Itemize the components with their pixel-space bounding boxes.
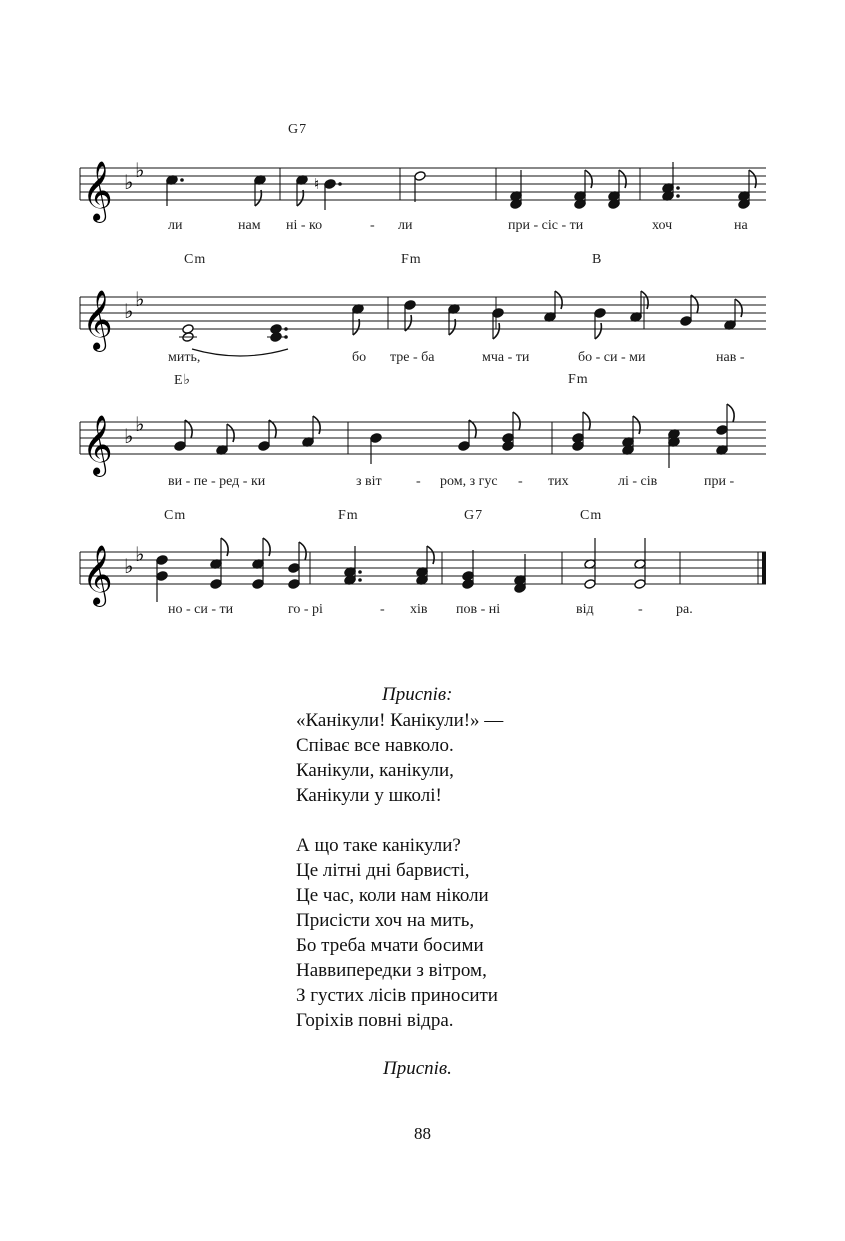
lyric-syllable: - <box>380 602 385 617</box>
lyric-syllable: - <box>638 602 643 617</box>
chord-label: Cm <box>184 252 207 267</box>
flat-icon: ♭ <box>135 287 145 311</box>
lyric-syllable: тих <box>548 474 569 489</box>
lyric-syllable: бо <box>352 350 367 365</box>
verse-line: А що таке канікули? <box>296 835 461 856</box>
flat-icon: ♭ <box>124 554 134 578</box>
lyric-syllable: но - си - ти <box>168 602 234 617</box>
lyric-syllable: ви - пе - ред - ки <box>168 474 266 489</box>
chord-label: Cm <box>580 508 603 523</box>
verse-line: Це час, коли нам ніколи <box>296 885 489 906</box>
note <box>324 179 342 210</box>
lyric-syllable: - <box>370 218 375 233</box>
refrain-line: Канікули у школі! <box>296 785 442 806</box>
chord-label: E♭ <box>174 373 192 388</box>
verse-line: Бо треба мчати босими <box>296 935 484 956</box>
lyric-syllable: - <box>518 474 523 489</box>
note <box>352 304 364 335</box>
note <box>156 555 168 602</box>
note <box>166 175 184 206</box>
chord-label: Cm <box>164 508 187 523</box>
lyric-syllable: нав - <box>716 350 745 365</box>
note <box>302 416 320 447</box>
lyric-syllable: пов - ні <box>456 602 501 617</box>
note <box>254 175 266 206</box>
verse-line: Присісти хоч на мить, <box>296 910 475 931</box>
flat-icon: ♭ <box>124 299 134 323</box>
lyric-syllable: при - сіс - ти <box>508 218 584 233</box>
tie <box>192 349 288 356</box>
natural-icon: ♮ <box>314 175 320 193</box>
lyric-syllable: ні - ко <box>286 218 323 233</box>
lyric-syllable: мить, <box>168 350 201 365</box>
treble-clef-icon: 𝄞 <box>82 161 113 221</box>
chord-label: Fm <box>338 508 359 523</box>
flat-icon: ♭ <box>124 170 134 194</box>
chord-label: B <box>592 252 603 267</box>
refrain-line: Канікули, канікули, <box>296 760 454 781</box>
lyric-syllable: го - рі <box>288 602 323 617</box>
lyric-syllable: при - <box>704 474 735 489</box>
flat-icon: ♭ <box>135 542 145 566</box>
flat-icon: ♭ <box>135 158 145 182</box>
lyric-syllable: ли <box>398 218 413 233</box>
music-system-1 <box>80 120 766 240</box>
lyric-syllable: з віт <box>356 474 382 489</box>
note <box>502 412 520 451</box>
chord-label: Fm <box>401 252 422 267</box>
lyric-syllable: ра. <box>676 602 693 617</box>
lyric-syllable: - <box>416 474 421 489</box>
note <box>288 542 306 589</box>
lyrics-text <box>296 708 696 1033</box>
chord-label: G7 <box>288 122 308 137</box>
lyric-syllable: на <box>734 218 748 233</box>
note <box>267 324 288 343</box>
note <box>448 304 460 335</box>
note <box>252 538 270 589</box>
note <box>216 424 234 455</box>
note <box>544 291 562 322</box>
page-number: 88 <box>414 1124 431 1143</box>
lyric-syllable: бо - си - ми <box>578 350 646 365</box>
note <box>258 420 276 451</box>
note <box>462 550 474 589</box>
verse-line: Наввипередки з вітром, <box>296 960 487 981</box>
note <box>179 324 197 343</box>
verse-line: Горіхів повні відра. <box>296 1010 454 1031</box>
note <box>724 299 742 330</box>
lyric-syllable: лі - сів <box>618 474 658 489</box>
final-barline <box>762 552 766 584</box>
lyric-syllable: ли <box>168 218 183 233</box>
music-system-2 <box>80 252 766 372</box>
music-system-3 <box>80 372 766 497</box>
note <box>404 300 416 331</box>
lyric-syllable: мча - ти <box>482 350 530 365</box>
note <box>370 433 382 464</box>
refrain-line: Співає все навколо. <box>296 735 454 756</box>
note <box>174 420 192 451</box>
verse-line: З густих лісів приносити <box>296 985 498 1006</box>
lyric-syllable: тре - ба <box>390 350 435 365</box>
lyric-syllable: хоч <box>652 218 673 233</box>
lyric-syllable: від <box>576 602 594 617</box>
refrain-line: «Канікули! Канікули!» — <box>296 710 504 731</box>
music-system-4 <box>80 508 766 628</box>
note <box>458 420 476 451</box>
flat-icon: ♭ <box>135 412 145 436</box>
verse-line: Це літні дні барвисті, <box>296 860 470 881</box>
lyric-syllable: нам <box>238 218 261 233</box>
note <box>594 308 606 339</box>
note <box>584 538 596 589</box>
treble-clef-icon: 𝄞 <box>82 415 113 475</box>
refrain-heading: Приспів: <box>382 684 453 705</box>
note <box>414 171 426 202</box>
chord-label: Fm <box>568 372 589 387</box>
note <box>572 412 590 451</box>
note <box>680 295 698 326</box>
treble-clef-icon: 𝄞 <box>82 290 113 350</box>
note <box>296 175 308 206</box>
note <box>630 291 648 322</box>
note <box>668 429 680 468</box>
treble-clef-icon: 𝄞 <box>82 545 113 605</box>
refrain-repeat: Приспів. <box>383 1058 452 1079</box>
note <box>210 538 228 589</box>
chord-label: G7 <box>464 508 484 523</box>
lyric-syllable: хів <box>410 602 428 617</box>
lyric-syllable: ром, з гус <box>440 474 498 489</box>
flat-icon: ♭ <box>124 424 134 448</box>
note <box>492 308 504 339</box>
note <box>634 538 646 589</box>
